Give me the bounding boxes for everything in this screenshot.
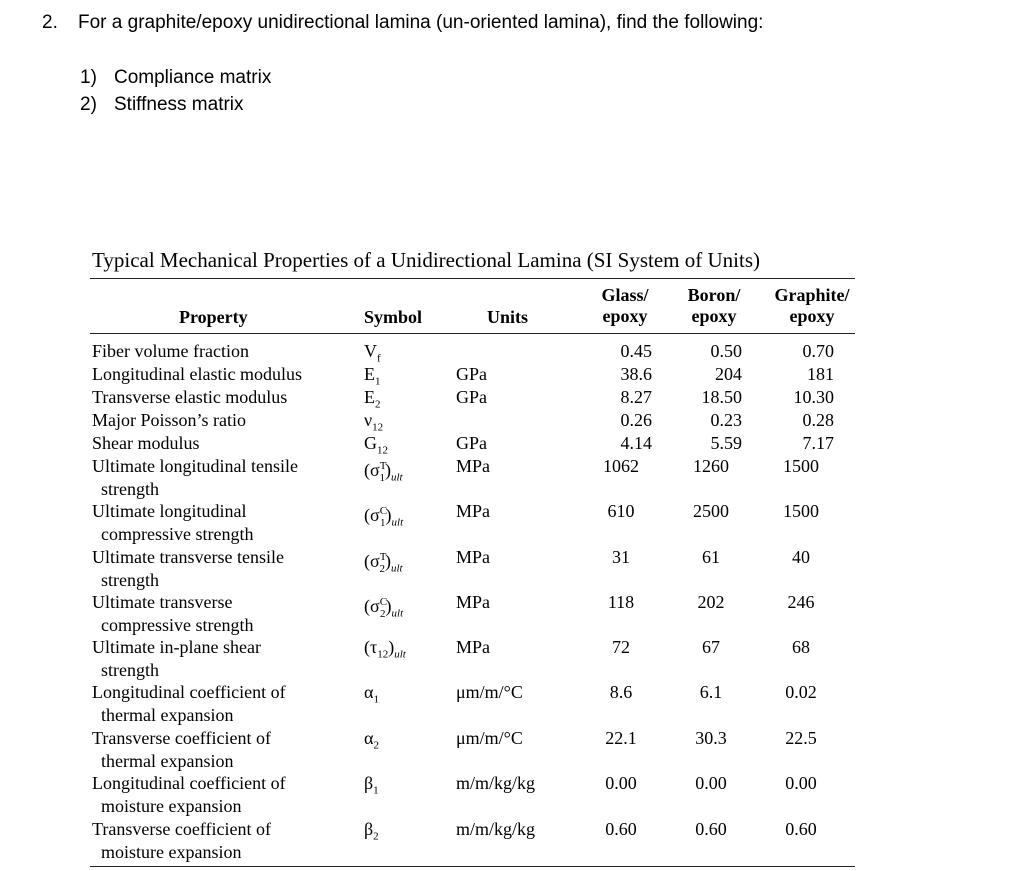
symbol-base: β [364,773,374,793]
property-unit: μm/m/°C [456,728,523,748]
symbol-base: (σ [364,551,380,571]
property-line-2: moisture expansion [101,842,242,862]
symbol-superscript: T [379,551,387,563]
symbol-subscript: 2 [380,607,386,620]
property-line-2: strength [101,660,159,680]
symbol-base: (σ [364,505,380,525]
property-line-1: Ultimate in-plane shear [92,637,261,657]
symbol-subscript: 2 [373,739,379,752]
property-line-1: Transverse coefficient of [92,819,271,839]
glass-epoxy-value: 1062 [603,456,639,476]
header-graphite-epoxy [764,285,860,327]
glass-epoxy-value: 0.60 [605,819,637,839]
property-symbol [364,546,403,581]
symbol-superscript: T [379,460,387,472]
glass-epoxy-value: 22.1 [605,728,637,748]
property-name [92,772,342,818]
property-symbol [364,772,379,803]
symbol-subscript: 1 [375,375,381,388]
symbol-ult-subscript: ult [391,516,404,529]
symbol-subscript: 2 [375,398,381,411]
glass-epoxy-value: 0.26 [620,410,652,430]
symbol-base: α [364,682,374,702]
property-name [92,546,342,592]
property-line-1: Transverse elastic modulus [92,387,288,407]
boron-epoxy-value: 5.59 [710,433,742,453]
glass-epoxy-value: 4.14 [620,433,652,453]
property-line-1: Major Poisson’s ratio [92,410,247,430]
symbol-subscript: 12 [372,421,384,434]
glass-epoxy-value: 118 [607,592,635,612]
graphite-epoxy-value: 7.17 [802,433,834,453]
property-unit: MPa [456,637,491,657]
glass-epoxy-value: 31 [612,547,630,567]
graphite-epoxy-value: 0.00 [785,773,817,793]
boron-epoxy-value: 0.23 [710,410,742,430]
table-caption: Typical Mechanical Properties of a Unidirectional Lamina (SI System of Units) [92,248,761,272]
symbol-subscript: 1 [380,516,386,529]
boron-epoxy-value: 1260 [693,456,729,476]
property-symbol [364,591,403,626]
symbol-base: G [364,433,377,453]
symbol-subscript: 1 [379,471,385,484]
symbol-base: β [364,819,374,839]
symbol-base: E [364,387,375,407]
question-text: For a graphite/epoxy unidirectional lamina (un-oriented lamina), find the following: [78,12,764,33]
graphite-epoxy-value: 0.02 [785,682,817,702]
property-line-2: strength [101,570,159,590]
property-unit: μm/m/°C [456,682,523,702]
header-rule [90,333,855,334]
symbol-close-paren: ) [388,637,395,657]
property-name [92,386,342,409]
symbol-ult-subscript: ult [391,607,404,620]
glass-epoxy-value: 0.00 [605,773,637,793]
symbol-superscript: C [379,505,388,517]
property-line-1: Longitudinal coefficient of [92,773,286,793]
property-symbol [364,681,379,712]
property-symbol [364,455,403,490]
property-symbol [364,500,403,535]
symbol-close-paren: ) [385,505,392,525]
graphite-epoxy-value: 10.30 [793,387,834,407]
item-text: Stiffness matrix [114,94,244,115]
boron-epoxy-value: 0.60 [695,819,727,839]
header-boron-epoxy [674,285,754,327]
property-unit: MPa [456,501,491,521]
property-name [92,340,342,363]
property-unit: MPa [456,547,491,567]
item-number: 1) [80,67,97,88]
boron-epoxy-value: 61 [702,547,720,567]
symbol-close-paren: ) [384,460,391,480]
boron-epoxy-value: 18.50 [701,387,742,407]
property-name [92,432,342,455]
property-name [92,681,342,727]
graphite-epoxy-value: 0.70 [802,341,834,361]
symbol-close-paren: ) [384,551,391,571]
property-unit: MPa [456,592,491,612]
property-line-1: Shear modulus [92,433,200,453]
graphite-epoxy-value: 0.60 [785,819,817,839]
boron-epoxy-value: 67 [702,637,720,657]
header-graphite: Graphite/ [774,285,850,305]
glass-epoxy-value: 38.6 [620,364,652,384]
property-line-1: Transverse coefficient of [92,728,271,748]
property-symbol [364,818,379,849]
symbol-base: E [364,364,375,384]
symbol-base: ν [364,410,373,430]
header-units: Units [487,307,529,327]
boron-epoxy-value: 202 [697,592,725,612]
boron-epoxy-value: 204 [715,364,742,384]
item-text: Compliance matrix [114,67,272,88]
property-name [92,409,342,432]
property-line-1: Ultimate longitudinal tensile [92,456,298,476]
property-unit: GPa [456,433,487,453]
symbol-subscript: 12 [377,648,389,661]
symbol-subscript: f [377,352,381,365]
property-unit: MPa [456,456,491,476]
header-property: Property [179,307,248,327]
glass-epoxy-value: 0.45 [620,341,652,361]
symbol-subscript: 2 [379,562,385,575]
property-line-2: moisture expansion [101,796,242,816]
property-symbol [364,727,379,758]
property-name [92,636,342,682]
property-name [92,455,342,501]
property-name [92,727,342,773]
boron-epoxy-value: 0.00 [695,773,727,793]
property-line-1: Fiber volume fraction [92,341,249,361]
property-line-1: Ultimate transverse [92,592,233,612]
property-name [92,818,342,864]
property-line-2: thermal expansion [101,705,234,725]
symbol-base: V [364,341,377,361]
property-line-2: compressive strength [101,615,254,635]
graphite-epoxy-value: 68 [792,637,810,657]
property-unit: m/m/kg/kg [456,773,536,793]
glass-epoxy-value: 8.6 [609,682,633,702]
property-unit: m/m/kg/kg [456,819,536,839]
symbol-subscript: 12 [377,444,388,457]
header-epoxy: epoxy [691,306,737,326]
header-glass-epoxy [585,285,665,327]
graphite-epoxy-value: 1500 [783,501,819,521]
property-line-1: Ultimate longitudinal [92,501,247,521]
property-name [92,363,342,386]
property-name [92,591,342,637]
property-line-1: Ultimate transverse tensile [92,547,284,567]
symbol-base: (σ [364,460,380,480]
graphite-epoxy-value: 1500 [783,456,819,476]
boron-epoxy-value: 0.50 [710,341,742,361]
symbol-close-paren: ) [385,596,392,616]
symbol-subscript: 1 [373,693,379,706]
property-line-1: Longitudinal elastic modulus [92,364,302,384]
symbol-subscript: 2 [373,830,379,843]
symbol-superscript: C [379,596,388,608]
property-line-1: Longitudinal coefficient of [92,682,286,702]
symbol-ult-subscript: ult [394,648,406,661]
question-number: 2. [42,12,58,33]
graphite-epoxy-value: 0.28 [802,410,834,430]
symbol-base: (τ [364,637,378,657]
boron-epoxy-value: 2500 [693,501,729,521]
header-epoxy: epoxy [602,306,648,326]
symbol-subscript: 1 [373,784,379,797]
property-unit: GPa [456,364,487,384]
symbol-ult-subscript: ult [390,471,403,484]
graphite-epoxy-value: 22.5 [785,728,817,748]
header-symbol: Symbol [364,307,423,327]
symbol-ult-subscript: ult [390,562,403,575]
property-name [92,500,342,546]
item-number: 2) [80,94,97,115]
glass-epoxy-value: 8.27 [620,387,652,407]
graphite-epoxy-value: 40 [792,547,810,567]
property-unit: GPa [456,387,487,407]
glass-epoxy-value: 72 [612,637,630,657]
property-symbol [364,636,406,667]
graphite-epoxy-value: 181 [807,364,834,384]
glass-epoxy-value: 610 [607,501,635,521]
property-line-2: thermal expansion [101,751,234,771]
header-boron: Boron/ [687,285,741,305]
graphite-epoxy-value: 246 [787,592,815,612]
boron-epoxy-value: 6.1 [699,682,723,702]
symbol-base: α [364,728,374,748]
boron-epoxy-value: 30.3 [695,728,727,748]
header-glass: Glass/ [601,285,649,305]
property-line-2: strength [101,479,159,499]
header-epoxy: epoxy [789,306,835,326]
table-bottom-rule [90,866,855,867]
table-top-rule [90,278,855,279]
property-line-2: compressive strength [101,524,254,544]
symbol-base: (σ [364,596,380,616]
